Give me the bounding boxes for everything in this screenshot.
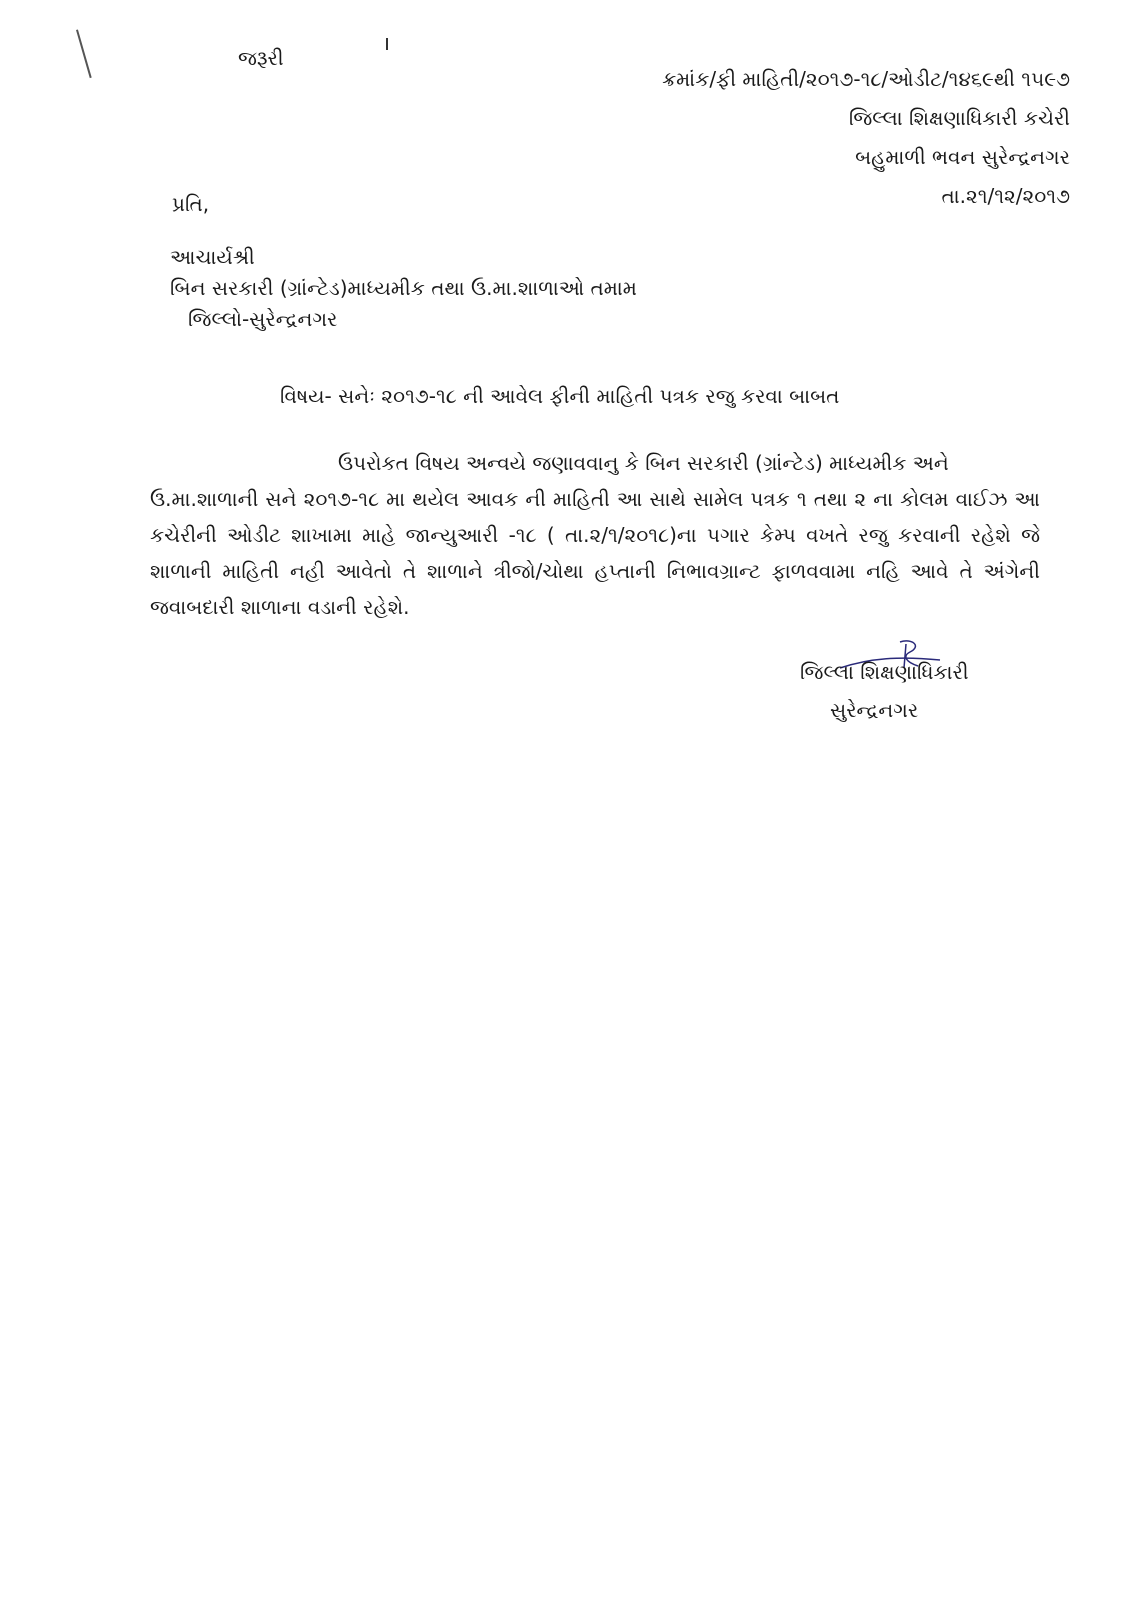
signature-place: સુરેન્દ્રનગર <box>830 698 919 722</box>
prati-label: પ્રતિ, <box>172 192 210 216</box>
body-paragraph <box>150 445 1040 625</box>
office-address: બહુમાળી ભવન સુરેન્દ્રનગર <box>855 145 1070 169</box>
recipient-line-1: આચાર્યશ્રી <box>170 245 255 269</box>
subject-line: વિષય- સનેઃ ૨૦૧૭-૧૮ ની આવેલ ફીની માહિતી પત્રક રજુ કરવા બાબત <box>280 384 840 408</box>
recipient-line-2: બિન સરકારી (ગ્રાંન્ટેડ)માધ્યમીક તથા ઉ.મા.શાળાઓ તમામ <box>170 276 637 300</box>
reference-number: ક્રમાંક/ફી માહિતી/૨૦૧૭-૧૮/ઓડીટ/૧૪૬૯થી ૧૫૯૭ <box>662 67 1070 91</box>
recipient-line-3: જિલ્લો-સુરેન્દ્રનગર <box>188 307 338 331</box>
letter-date: તા.૨૧/૧૨/૨૦૧૭ <box>941 184 1070 208</box>
office-name: જિલ્લા શિક્ષણાધિકારી કચેરી <box>848 106 1070 130</box>
scan-mark <box>76 29 92 78</box>
scan-tick <box>386 38 388 50</box>
body-rest: ઉ.મા.શાળાની સને ૨૦૧૭-૧૮ મા થયેલ આવક ની માહિતી આ સાથે સામેલ પત્રક ૧ તથા ૨ ના કોલમ વાઈઝ આ કચેરીની ઓડીટ શાખામા માહે જાન્યુઆરી -૧૮ ( તા.૨/૧/૨૦૧૮)ના પગાર કેમ્પ વખતે રજુ કરવાની રહેશે જે શાળાની માહિતી નહી આવેતો તે શાળાને ત્રીજો/ચોથા હપ્તાની નિભાવગ્રાન્ટ ફાળવવામા નહિ આવે તે અંગેની જવાબદારી શાળાના વડાની રહેશે. <box>150 487 1040 619</box>
reference-block <box>662 60 1070 216</box>
signature-block <box>800 638 1060 738</box>
recipient-block <box>170 242 637 335</box>
signature-title: જિલ્લા શિક્ષણાધિકારી <box>800 660 969 684</box>
body-first-line: ઉપરોકત વિષય અન્વયે જણાવવાનુ કે બિન સરકારી (ગ્રાંન્ટેડ) માધ્યમીક અને <box>338 451 949 475</box>
urgent-label: જરૂરી <box>238 46 284 70</box>
